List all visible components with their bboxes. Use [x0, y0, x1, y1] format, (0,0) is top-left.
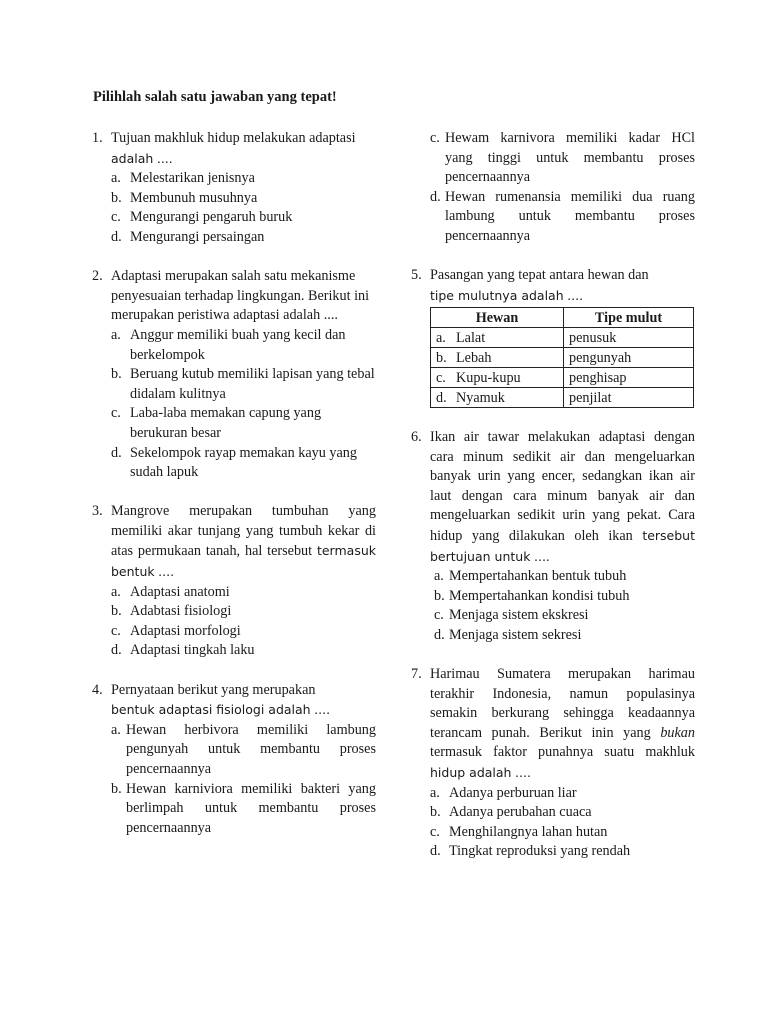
option-b[interactable]: [111, 189, 376, 209]
option-letter: b.: [111, 189, 122, 206]
table-row[interactable]: [431, 348, 694, 368]
option-letter: c.: [111, 209, 121, 226]
question-number: 6.: [411, 428, 422, 445]
option-list: [111, 583, 376, 661]
right-column: [411, 129, 695, 862]
table-header-row: [431, 308, 694, 328]
option-list: [430, 567, 695, 645]
question-text: [111, 129, 376, 169]
answer-blank: ....: [156, 150, 173, 166]
column-header-tipe-mulut: Tipe mulut: [564, 308, 694, 328]
table-row[interactable]: [431, 368, 694, 388]
option-text: Laba-laba memakan capung yang berukuran besar: [130, 405, 322, 441]
option-letter: b.: [434, 587, 445, 604]
question-text: [111, 681, 376, 721]
option-text: Tingkat reproduksi yang rendah: [449, 843, 631, 860]
option-letter: c.: [430, 130, 440, 146]
question-text-line: Mangrove merupakan tumbuhan yang memiliki akar tunjang yang tumbuh kekar di atas permukaan tanah, hal tersebut: [111, 503, 376, 560]
table-cell-hewan: [431, 348, 564, 368]
option-letter: d.: [111, 444, 122, 461]
option-text: Adaptasi morfologi: [130, 622, 241, 639]
option-text: Hewan rumenansia memiliki dua ruang lambung untuk membantu proses pencernaannya: [445, 188, 695, 244]
table-row[interactable]: [431, 328, 694, 348]
option-list: [111, 326, 376, 483]
answer-blank: ....: [158, 564, 175, 580]
option-c[interactable]: [430, 129, 695, 188]
option-b[interactable]: [111, 780, 376, 839]
left-column: [92, 129, 376, 838]
option-letter: b.: [436, 349, 447, 366]
question-7: [411, 665, 695, 862]
question-3: [92, 502, 376, 661]
option-text: Menghilangnya lahan hutan: [449, 823, 608, 840]
option-a[interactable]: [434, 567, 695, 587]
option-letter: a.: [111, 583, 121, 600]
question-text-line: Tujuan makhluk hidup melakukan adaptasi: [111, 130, 356, 146]
option-letter: d.: [434, 626, 445, 643]
option-letter: a.: [111, 326, 121, 343]
option-d[interactable]: [111, 641, 376, 661]
table-cell-tipe: penghisap: [564, 368, 694, 388]
option-b[interactable]: [430, 803, 695, 823]
answer-blank: ....: [534, 548, 550, 564]
animal-name: Lalat: [456, 329, 486, 346]
question-text-line: tersebut bertujuan untuk: [430, 527, 696, 564]
option-text: Mengurangi pengaruh buruk: [130, 209, 293, 226]
option-text: Mempertahankan bentuk tubuh: [449, 568, 627, 585]
question-text: [430, 665, 695, 784]
option-text: Hewan herbivora memiliki lambung pengunyah untuk membantu proses pencernaannya: [126, 721, 376, 777]
question-text: [111, 502, 376, 582]
question-text-line: termasuk bentuk: [111, 543, 376, 580]
animal-name: Nyamuk: [456, 389, 505, 406]
option-letter: a.: [430, 784, 440, 801]
animal-name: Kupu-kupu: [456, 369, 521, 386]
option-letter: a.: [434, 568, 444, 585]
answer-blank: ....: [515, 765, 531, 781]
option-letter: c.: [436, 369, 446, 386]
question-text-line: Ikan air tawar melakukan adaptasi dengan cara minum sedikit air dan mengeluarkan banyak urin yang encer, sedangkan ikan air laut dengan cara minum banyak air dan mengeluarkan sedikit urin yang pekat. Cara hidup yang dilakukan oleh ikan: [430, 428, 695, 544]
option-letter: d.: [430, 843, 441, 860]
question-text-line: Harimau Sumatera merupakan harimau terakhir Indonesia, namun populasinya semakin berkurang sehingga keadaannya terancam punah. Berikut inin yang: [430, 666, 695, 741]
option-text: Adanya perburuan liar: [449, 784, 577, 801]
table-cell-hewan: [431, 368, 564, 388]
option-letter: c.: [111, 405, 121, 422]
instruction-heading: Pilihlah salah satu jawaban yang tepat!: [93, 89, 337, 105]
column-header-hewan: Hewan: [431, 308, 564, 328]
question-text-line: Pasangan yang tepat antara hewan dan: [430, 267, 649, 284]
question-number: 1.: [92, 130, 103, 146]
option-letter: c.: [111, 622, 121, 639]
option-list: [111, 169, 376, 247]
question-4: [92, 681, 376, 839]
option-letter: b.: [111, 603, 122, 620]
question-text-line: Pernyataan berikut yang merupakan: [111, 681, 316, 698]
option-d[interactable]: [111, 444, 376, 483]
question-text: [430, 428, 695, 567]
option-text: Melestarikan jenisnya: [130, 170, 255, 187]
option-text: Menjaga sistem sekresi: [449, 626, 582, 643]
question-number: 4.: [92, 681, 103, 698]
option-c[interactable]: [111, 404, 376, 443]
option-text: Anggur memiliki buah yang kecil dan berkelompok: [130, 326, 346, 363]
mouth-type-table: [430, 307, 694, 408]
option-letter: a.: [111, 721, 121, 738]
option-a[interactable]: [111, 583, 376, 603]
option-letter: a.: [436, 329, 446, 346]
option-text: Menjaga sistem ekskresi: [449, 607, 589, 624]
table-cell-tipe: pengunyah: [564, 348, 694, 368]
option-a[interactable]: [111, 721, 376, 780]
question-2: [92, 267, 376, 483]
option-c[interactable]: [111, 622, 376, 642]
option-a[interactable]: [111, 326, 376, 365]
option-b[interactable]: [111, 365, 376, 404]
option-list: [111, 721, 376, 839]
question-6: [411, 428, 695, 646]
option-letter: c.: [434, 607, 444, 624]
question-text-line: hidup adalah: [430, 765, 512, 781]
option-letter: d.: [436, 389, 447, 406]
question-text-line: bentuk adaptasi fisiologi adalah: [111, 702, 311, 718]
option-text: Hewam karnivora memiliki kadar HCl yang tinggi untuk membantu proses pencernaannya: [445, 130, 695, 186]
option-list: [430, 129, 695, 247]
option-letter: b.: [430, 804, 441, 821]
emphasis-word: bukan: [660, 724, 695, 741]
question-number: 5.: [411, 267, 422, 284]
option-b[interactable]: [434, 587, 695, 607]
option-letter: d.: [111, 228, 122, 245]
answer-blank: ....: [567, 287, 584, 303]
option-d[interactable]: [434, 626, 695, 646]
question-text: [430, 266, 695, 306]
option-d[interactable]: [430, 188, 695, 247]
question-4-continued: [411, 129, 695, 247]
option-text: Hewan karniviora memiliki bakteri yang berlimpah untuk membantu proses pencernaannya: [126, 780, 376, 836]
answer-blank: ....: [314, 702, 331, 718]
option-letter: a.: [111, 170, 121, 187]
option-text: Adaptasi tingkah laku: [130, 642, 255, 659]
option-text: Mengurangi persaingan: [130, 228, 265, 245]
option-text: Mempertahankan kondisi tubuh: [449, 587, 630, 604]
option-c[interactable]: [430, 823, 695, 843]
option-c[interactable]: [111, 208, 376, 228]
table-cell-tipe: penusuk: [564, 328, 694, 348]
table-cell-hewan: [431, 388, 564, 408]
option-c[interactable]: [434, 606, 695, 626]
option-text: Adanya perubahan cuaca: [449, 804, 592, 821]
option-a[interactable]: [111, 169, 376, 189]
question-number: 2.: [92, 268, 103, 285]
option-letter: b.: [111, 780, 122, 797]
option-d[interactable]: [430, 842, 695, 862]
question-text: Adaptasi merupakan salah satu mekanisme penyesuaian terhadap lingkungan. Berikut ini merupakan peristiwa adaptasi adalah ....: [111, 268, 370, 324]
question-text-line: tipe mulutnya adalah: [430, 287, 564, 303]
option-text: Adaptasi anatomi: [130, 583, 230, 600]
question-1: [92, 129, 376, 248]
question-5: [411, 266, 695, 306]
question-number: 3.: [92, 503, 103, 520]
question-text-line: adalah: [111, 150, 154, 166]
option-letter: d.: [111, 642, 122, 659]
question-text-line: termasuk faktor punahnya suatu makhluk: [430, 744, 695, 761]
animal-name: Lebah: [456, 349, 492, 366]
option-text: Adabtasi fisiologi: [130, 603, 232, 620]
option-letter: d.: [430, 188, 441, 205]
table-cell-tipe: penjilat: [564, 388, 694, 408]
option-text: Membunuh musuhnya: [130, 189, 258, 206]
option-d[interactable]: [111, 228, 376, 248]
table-row[interactable]: [431, 388, 694, 408]
option-letter: b.: [111, 366, 122, 383]
option-letter: c.: [430, 823, 440, 840]
question-number: 7.: [411, 666, 422, 683]
table-cell-hewan: [431, 328, 564, 348]
option-text: Beruang kutub memiliki lapisan yang tebal didalam kulitnya: [130, 366, 375, 402]
option-a[interactable]: [430, 784, 695, 804]
option-b[interactable]: [111, 602, 376, 622]
option-text: Sekelompok rayap memakan kayu yang sudah lapuk: [130, 444, 357, 481]
option-list: [430, 784, 695, 862]
